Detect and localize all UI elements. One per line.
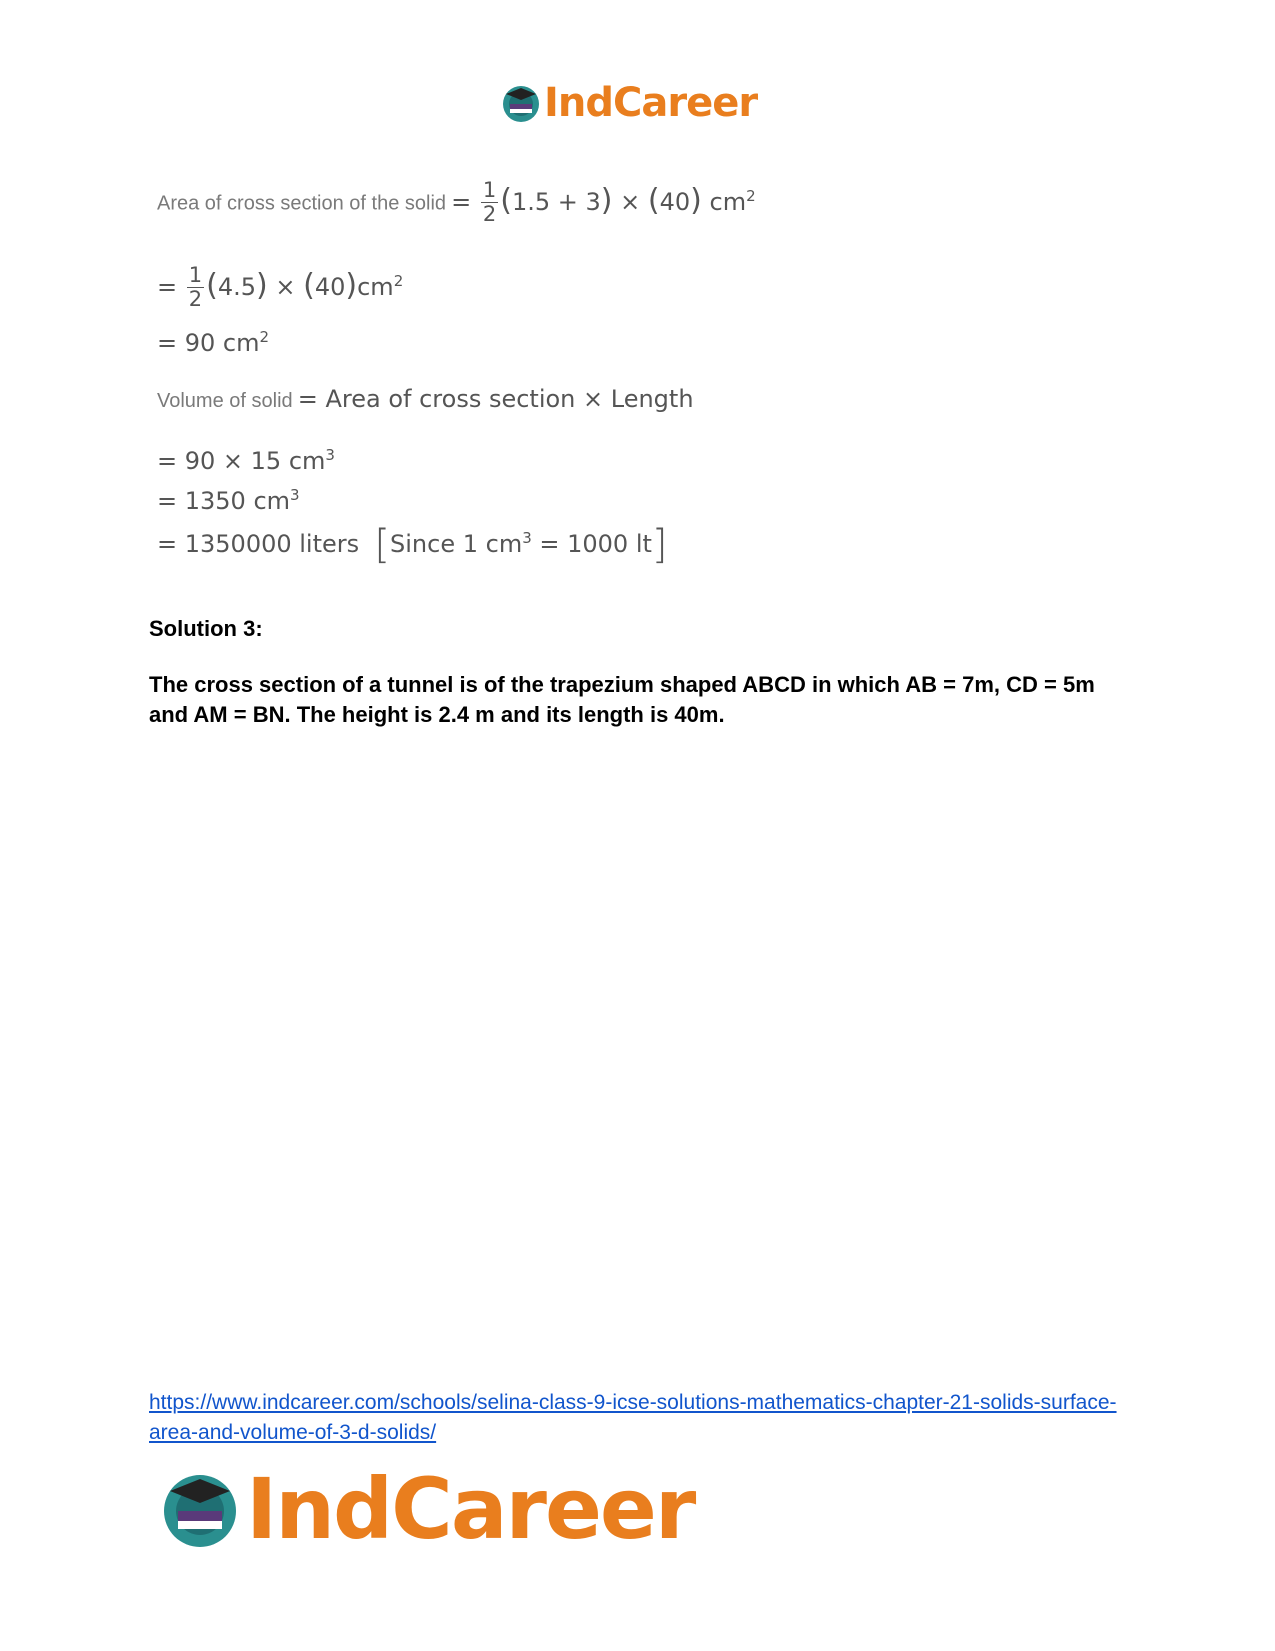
- math-line-5: = 90 × 15 $cm^3$: [157, 446, 335, 475]
- math-line-2: = $\frac{1}{2}$ $(4.5) \times (40)cm^2$: [157, 263, 404, 311]
- math-line-6: = 1350 $cm^3$: [157, 486, 300, 515]
- footer-logo: [158, 1460, 694, 1558]
- solution-heading: Solution 3:: [149, 616, 263, 641]
- fraction-half: $\frac{1}{2}$: [188, 263, 203, 311]
- brand-name: IndCareer: [246, 1460, 695, 1558]
- globe-icon: [158, 1467, 242, 1551]
- source-link[interactable]: https://www.indcareer.com/schools/selina-class-9-icse-solutions-mathematics-chapter-21-solids-surface-area-and-volume-of-3-d-solids/: [149, 1391, 1117, 1444]
- fraction-half: $\frac{1}{2}$: [482, 178, 497, 226]
- globe-icon: [500, 82, 542, 124]
- brand-name: IndCareer: [544, 80, 758, 126]
- header-logo: [500, 80, 757, 126]
- question-text: The cross section of a tunnel is of the trapezium shaped ABCD in which AB = 7m, CD = 5m and AM = BN. The height is 2.4 m and its length is 40m.: [149, 672, 1095, 727]
- math-line-area: Area of cross section of the solid = $\frac{1}{2}$ (1.5 + 3) × (40) $cm^2$: [157, 178, 756, 226]
- math-line-3: = 90 $cm^2$: [157, 328, 270, 357]
- math-line-volume: Volume of solid = Area of cross section × Length: [157, 385, 694, 413]
- math-line-7: = 1350000 liters [Since 1 $cm^3 = 1000$ lt]: [157, 522, 668, 568]
- volume-label: Volume of solid: [157, 390, 293, 412]
- area-label: Area of cross section of the solid: [157, 192, 447, 215]
